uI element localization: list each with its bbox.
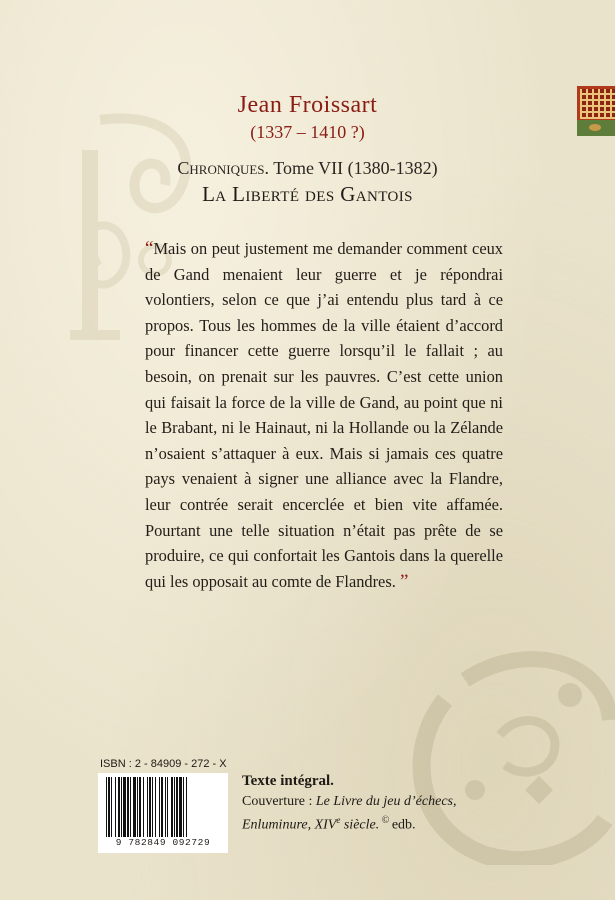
cover-artwork-title: Le Livre du jeu d’échecs: [315, 793, 453, 809]
barcode-bar: [179, 777, 182, 837]
illumination-credit-line: [242, 811, 502, 835]
barcode: [98, 773, 228, 853]
barcode-bar: [165, 777, 166, 837]
isbn-label: ISBN : 2 - 84909 - 272 - X: [100, 758, 227, 770]
barcode-bar: [127, 777, 129, 837]
barcode-bar: [115, 777, 116, 837]
barcode-bar: [137, 777, 138, 837]
series-tome: Tome VII (1380-1382): [273, 158, 438, 178]
barcode-bar: [108, 777, 110, 837]
barcode-bar: [130, 777, 131, 837]
barcode-bar: [123, 777, 126, 837]
barcode-bar: [167, 777, 168, 837]
publisher-name: edb.: [391, 817, 416, 833]
barcode-bar: [149, 777, 151, 837]
quote-text: Mais on peut justement me demander comment ceux de Gand menaient leur guerre et je répondrai volontiers, selon ce que j’ai entendu plus tard à ce propos. Tous les hommes de la ville étaient d’accord pour financer cette guerre lorsqu’il le fallait ; au besoin, on prenait sur les pauvres. C’est cette union qui faisait la force de la ville de Gand, au point que ni le Brabant, ni le Hainaut, ni la Hollande ou la Zélande n’osaient s’attaquer à eux. Mais si jamais ces quatre pays venaient à signer une alliance avec la Flandre, leur contrée serait encerclée et bien vite affamée. Pourtant une telle situation n’était pas prête de se produire, ce qui confortait les Gantois dans la querelle qui les opposait au comte de Flandres.: [145, 239, 503, 591]
book-subtitle: La Liberté des Gantois: [202, 182, 413, 206]
century-word: siècle.: [340, 817, 380, 833]
cover-label: Couverture :: [242, 793, 316, 809]
barcode-bar: [118, 777, 120, 837]
barcode-bar: [106, 777, 107, 837]
cover-credits: [242, 772, 502, 835]
series-name: Chroniques: [177, 158, 265, 178]
back-cover-quote: [145, 236, 503, 594]
author-dates: (1337 – 1410 ?): [250, 122, 365, 142]
barcode-bar: [152, 777, 153, 837]
barcode-bar: [161, 777, 163, 837]
barcode-bar: [183, 777, 184, 837]
barcode-bar: [111, 777, 112, 837]
copyright-symbol: ©: [379, 815, 392, 826]
full-text-note: Texte intégral.: [242, 773, 334, 789]
author-name: Jean Froissart: [237, 92, 378, 118]
barcode-bar: [176, 777, 178, 837]
barcode-bar: [147, 777, 148, 837]
century-superscript: e: [336, 815, 341, 825]
barcode-bar: [159, 777, 160, 837]
barcode-bar: [171, 777, 173, 837]
series-title: Chroniques. Tome VII (1380-1382): [177, 158, 438, 178]
barcode-bar: [133, 777, 136, 837]
barcode-bar: [186, 777, 187, 837]
barcode-bar: [139, 777, 141, 837]
close-quote-mark: ”: [399, 570, 409, 592]
cover-separator: ,: [452, 793, 457, 809]
open-quote-mark: “: [145, 238, 154, 259]
illumination-label: Enluminure, XIV: [242, 817, 337, 833]
barcode-bar: [174, 777, 175, 837]
cover-credit-line: [242, 792, 502, 812]
barcode-bar: [155, 777, 156, 837]
barcode-digits: 9 782849 092729: [115, 837, 211, 848]
barcode-bar: [143, 777, 144, 837]
barcode-bar: [121, 777, 122, 837]
barcode-bars: [106, 777, 222, 837]
